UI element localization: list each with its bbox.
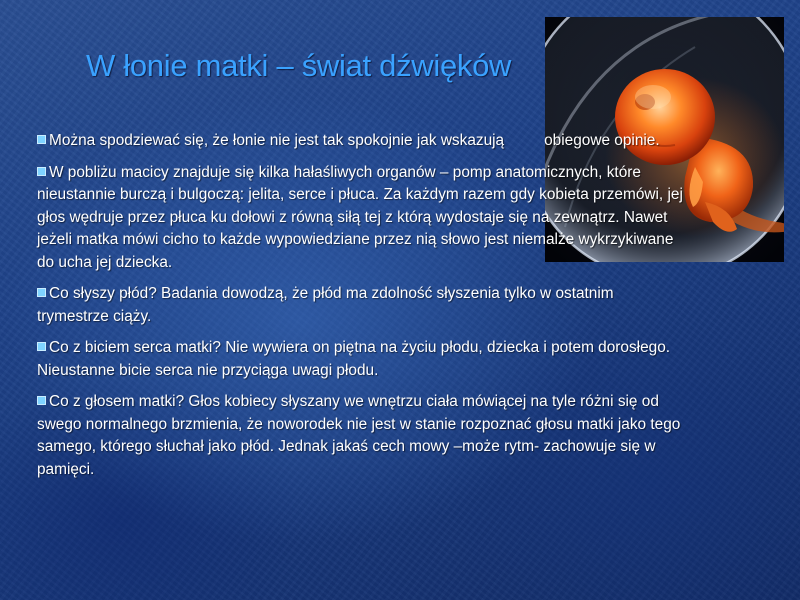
square-bullet-icon [37, 167, 46, 176]
paragraph-1 [37, 130, 687, 153]
square-bullet-icon [37, 342, 46, 351]
paragraph-4 [37, 337, 687, 382]
paragraph-2-text: W pobliżu macicy znajduje się kilka hałaśliwych organów – pomp anatomicznych, które nieustannie burczą i bulgoczą: jelita, serce i płuca. Za każdym razem gdy kobieta przemówi, jej głos wędruje przez płuca ku dołowi z równą siłą tej z którą wydostaje się na zewnątrz. Nawet jeżeli matka mówi cicho to każde wypowiedziane przez nią słowo jest niemalże wykrzykiwane do ucha jej dziecka. [37, 163, 683, 271]
slide-title: W łonie matki – świat dźwięków [86, 48, 512, 83]
square-bullet-icon [37, 288, 46, 297]
slide-content [37, 130, 687, 490]
square-bullet-icon [37, 135, 46, 144]
paragraph-5 [37, 391, 687, 481]
paragraph-4-text: Co z biciem serca matki? Nie wywiera on piętna na życiu płodu, dziecka i potem dorosłego. Nieustanne bicie serca nie przyciąga uwagi płodu. [37, 339, 671, 379]
paragraph-5-text: Co z głosem matki? Głos kobiecy słyszany we wnętrzu ciała mówiącej na tyle różni się od swego normalnego brzmienia, że noworodek nie jest w stanie rozpoznać głosu matki jako tego samego, którego słuchał jako płód. Jednak jakaś cech mowy –może rytm- zachowuje się w pamięci. [37, 393, 681, 478]
paragraph-3-text: Co słyszy płód? Badania dowodzą, że płód ma zdolność słyszenia tylko w ostatnim trymestrze ciąży. [37, 285, 614, 325]
paragraph-1-text-b: obiegowe opinie. [544, 132, 660, 149]
square-bullet-icon [37, 396, 46, 405]
paragraph-3 [37, 283, 687, 328]
paragraph-2 [37, 162, 687, 275]
paragraph-1-text-a: Można spodziewać się, że łonie nie jest tak spokojnie jak wskazują [49, 132, 505, 149]
